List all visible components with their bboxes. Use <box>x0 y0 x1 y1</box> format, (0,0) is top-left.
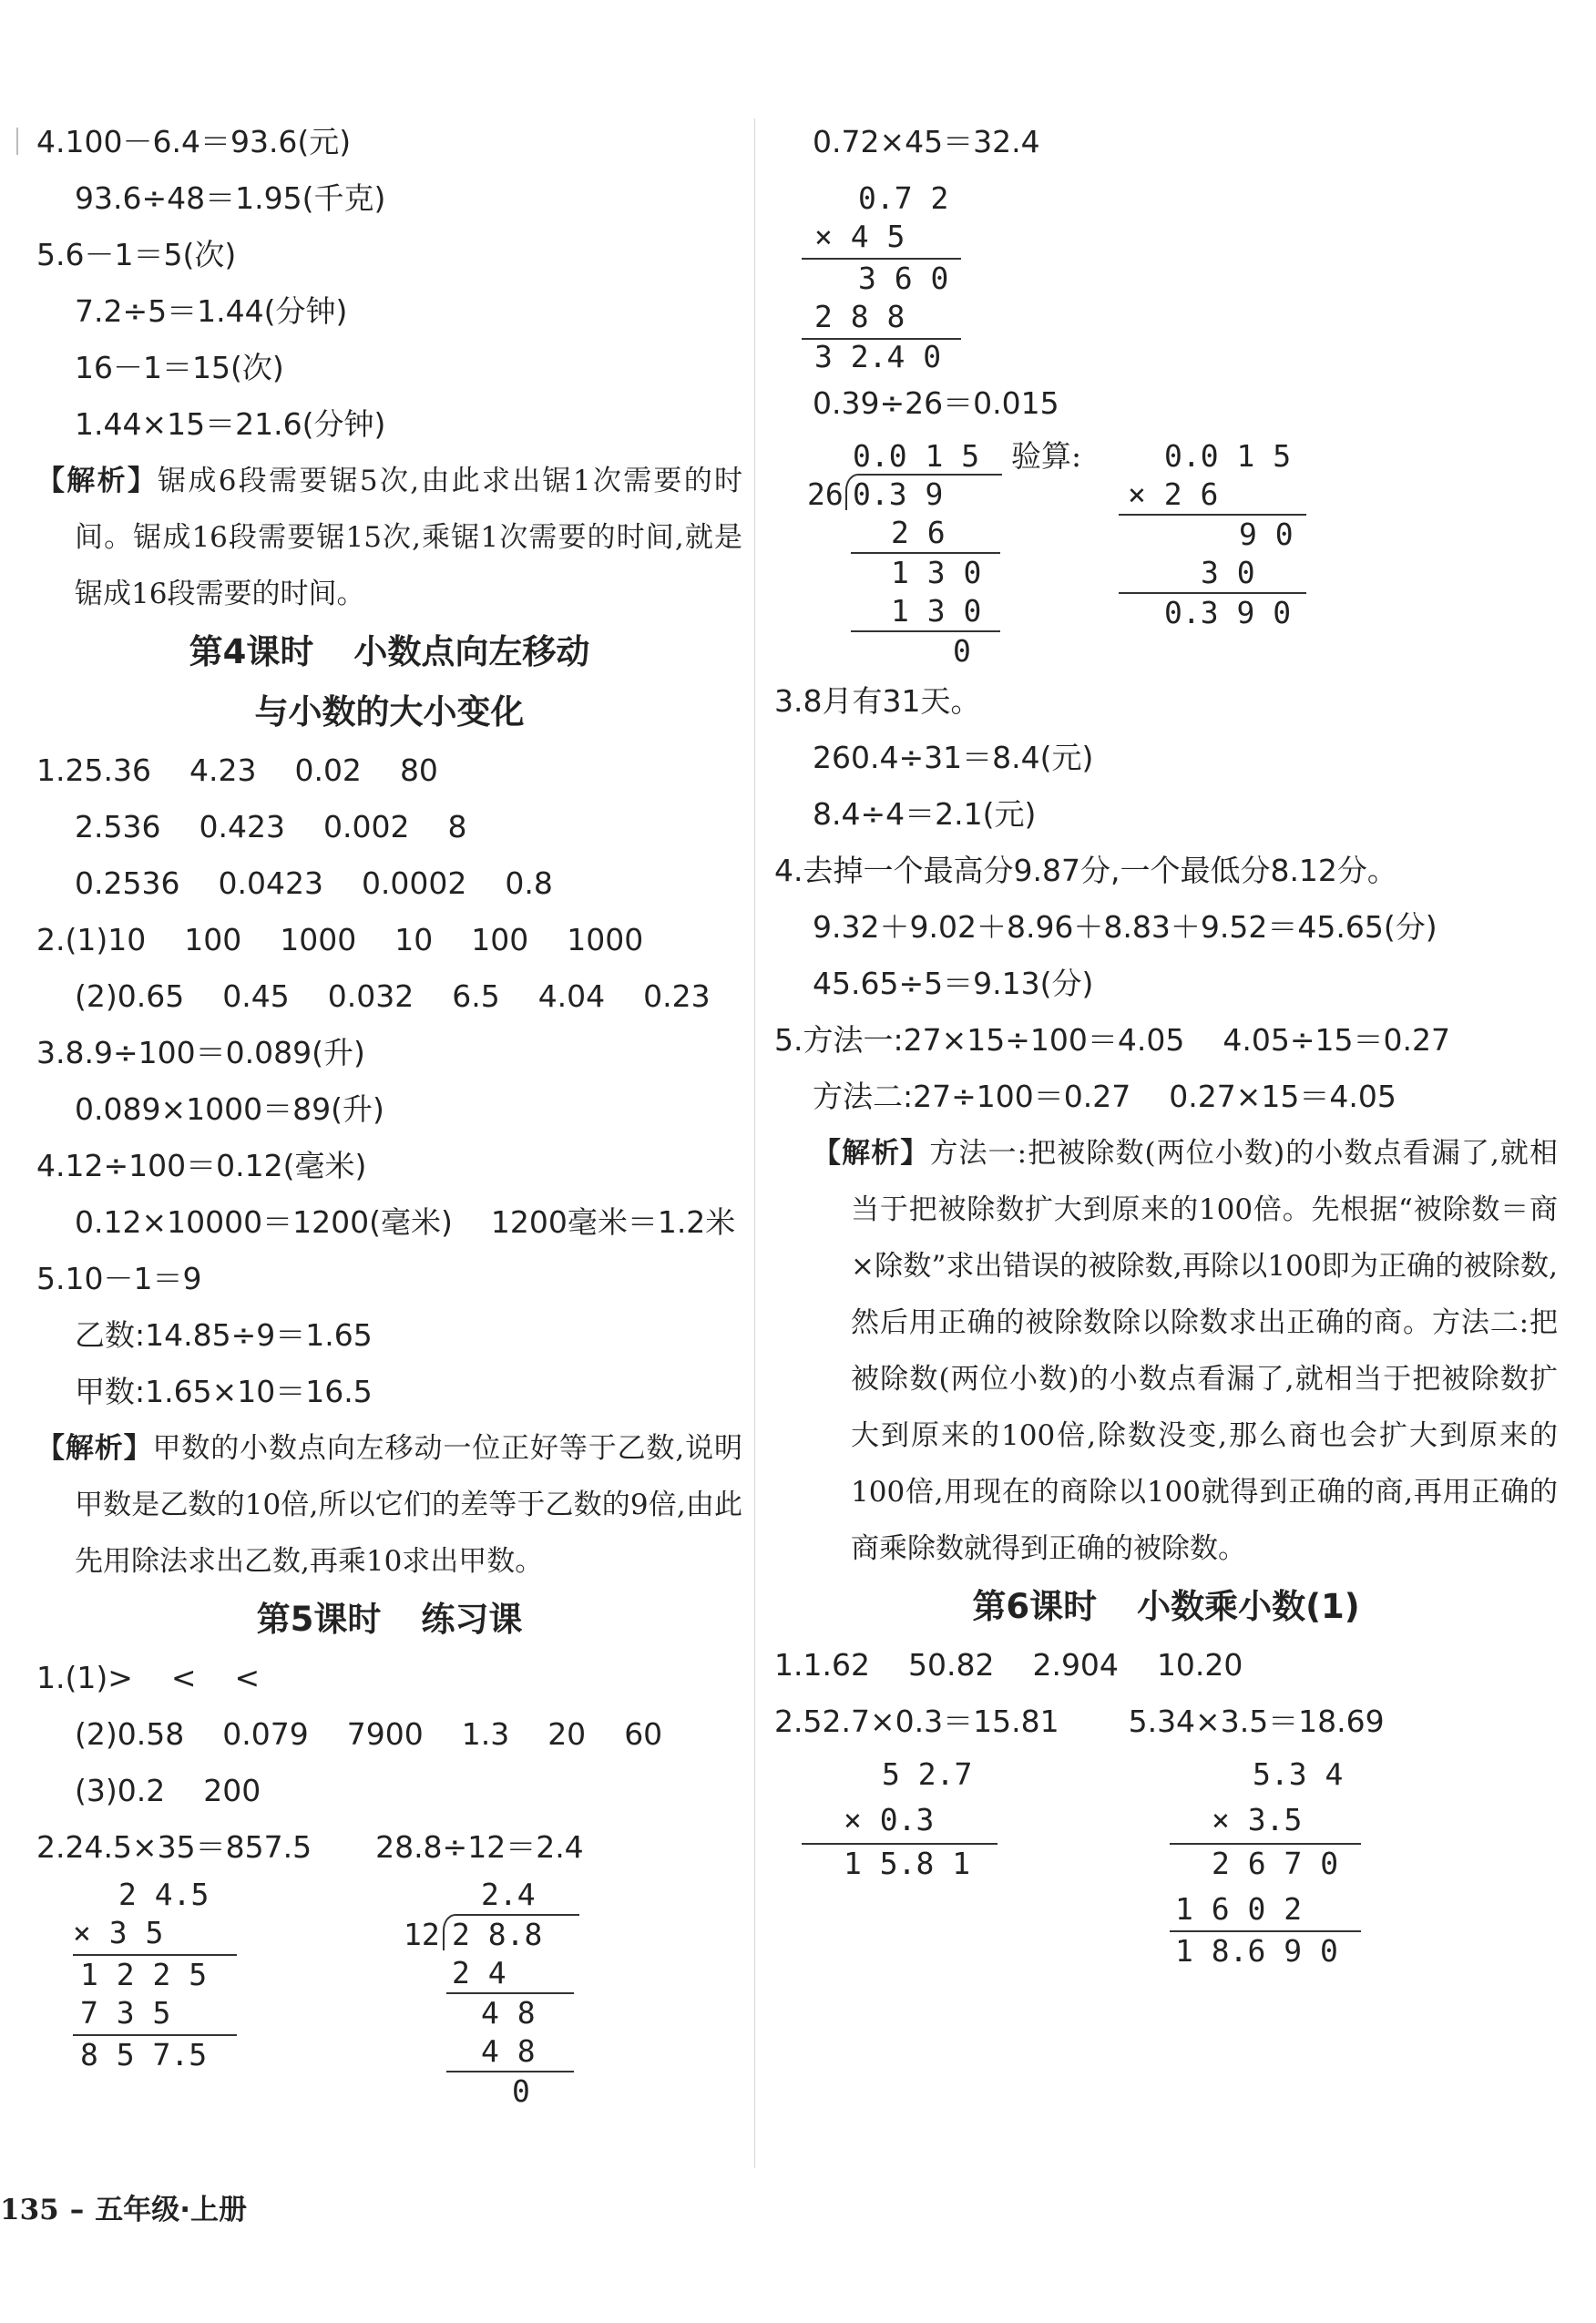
lesson-title <box>36 622 742 682</box>
lesson-title <box>36 1590 742 1650</box>
check-label: 验算: <box>1011 438 1082 474</box>
long-division-with-check: 0.0 1 5 26 0.3 9 2 6 1 3 0 1 3 0 0 验算: 0.0 1 5 × 2 6 9 0 3 0 0.3 9 0 <box>774 432 1558 673</box>
lesson-number: 第4课时 <box>189 632 314 671</box>
answer-line: 9.32＋9.02＋8.96＋8.83＋9.52＝45.65(分) <box>813 909 1437 945</box>
answer-line: 45.65÷5＝9.13(分) <box>813 966 1094 1001</box>
analysis-text: 方法一:把被除数(两位小数)的小数点看漏了,就相当于把被除数扩大到原来的100倍。先根据“被除数＝商×除数”求出错误的被除数,再除以100即为正确的被除数,然后用正确的被除数除以除数求出正确的商。方法二:把被除数(两位小数)的小数点看漏了,就相当于把被除数扩大到原来的100倍,除数没变,那么商也会扩大到原来的100倍,用现在的商除以100就得到正确的商,再用正确的商乘除数就得到正确的被除数。 <box>851 1137 1558 1565</box>
analysis-text: 甲数的小数点向左移动一位正好等于乙数,说明甲数是乙数的10倍,所以它们的差等于乙数的9倍,由此先用除法求出乙数,再乘10求出甲数。 <box>75 1432 743 1578</box>
answer-line: 2.24.5×35＝857.5 28.8÷12＝2.4 <box>36 1829 584 1865</box>
vertical-calculations: 2 4.5 × 3 5 1 2 2 5 7 3 5 8 5 7.5 2.4 12 2 8.8 2 4 4 8 4 8 0 <box>36 1876 742 2103</box>
answer-line: 5.10－1＝9 <box>36 1261 202 1296</box>
answer-line: 3.8.9÷100＝0.089(升) <box>36 1035 365 1070</box>
analysis-tag: 【解析】 <box>813 1137 930 1170</box>
lesson-name: 小数乘小数(1) <box>1137 1587 1360 1626</box>
grade-label: 五年级·上册 <box>95 2194 247 2226</box>
lesson-number: 第5课时 <box>256 1600 382 1639</box>
analysis-text: 锯成6段需要锯5次,由此求出锯1次需要的时间。锯成16段需要锯15次,乘锯1次需要的时间,就是锯成16段需要的时间。 <box>75 465 743 610</box>
answer-line: 1.44×15＝21.6(分钟) <box>75 406 386 442</box>
lesson-number: 第6课时 <box>972 1587 1098 1626</box>
answer-line: 0.72×45＝32.4 <box>813 124 1040 159</box>
right-column <box>774 114 1558 1969</box>
answer-row: 1.(1)> < < <box>36 1660 261 1695</box>
answer-line: 4.100－6.4＝93.6(元) <box>36 124 352 159</box>
answer-row: 方法二:27÷100＝0.27 0.27×15＝4.05 <box>813 1079 1396 1114</box>
answer-line: 2.52.7×0.3＝15.81 5.34×3.5＝18.69 <box>774 1704 1385 1739</box>
analysis-tag: 【解析】 <box>36 1432 153 1465</box>
page-footer <box>0 2186 247 2227</box>
answer-line: 甲数:1.65×10＝16.5 <box>75 1374 373 1409</box>
footer-dash: – <box>69 2194 85 2226</box>
lesson-name: 小数点向左移动 <box>353 632 590 671</box>
answer-row: 0.12×10000＝1200(毫米) 1200毫米＝1.2米 <box>75 1204 736 1240</box>
lesson-name: 练习课 <box>421 1600 523 1639</box>
answer-line: 8.4÷4＝2.1(元) <box>813 796 1037 832</box>
vertical-calculations: 5 2.7 × 0.3 1 5.8 1 5.3 4 × 3.5 2 6 7 0 1 6 0 2 1 8.6 9 0 <box>774 1750 1558 1969</box>
analysis-note <box>36 453 742 622</box>
answer-row: 5.方法一:27×15÷100＝4.05 4.05÷15＝0.27 <box>774 1022 1450 1058</box>
page-number: 135 <box>0 2194 59 2226</box>
answer-line: 16－1＝15(次) <box>75 350 284 385</box>
answer-row: (3)0.2 200 <box>75 1773 261 1808</box>
answer-line: 5.6－1＝5(次) <box>36 237 237 272</box>
answer-row: (2)0.65 0.45 0.032 6.5 4.04 0.23 <box>75 978 711 1014</box>
answer-line: 0.089×1000＝89(升) <box>75 1091 384 1127</box>
analysis-note <box>36 1420 742 1590</box>
answer-line: 乙数:14.85÷9＝1.65 <box>75 1317 373 1353</box>
answer-row: 2.(1)10 100 1000 10 100 1000 <box>36 922 644 957</box>
answer-row: 0.2536 0.0423 0.0002 0.8 <box>75 865 553 901</box>
answer-row: 1.25.36 4.23 0.02 80 <box>36 752 438 788</box>
answer-line: 0.39÷26＝0.015 <box>813 385 1059 421</box>
vertical-multiplication: 0.7 2 × 4 5 3 6 0 2 8 8 3 2.4 0 <box>774 170 1558 375</box>
answer-row: 2.536 0.423 0.002 8 <box>75 809 467 844</box>
answer-row: (2)0.58 0.079 7900 1.3 20 60 <box>75 1716 663 1752</box>
answer-line: 3.8月有31天。 <box>774 683 981 719</box>
lesson-title-line2: 与小数的大小变化 <box>254 692 525 732</box>
answer-line: 93.6÷48＝1.95(千克) <box>75 180 386 216</box>
left-column <box>36 114 743 2109</box>
answer-row: 1.1.62 50.82 2.904 10.20 <box>774 1647 1243 1683</box>
answer-line: 260.4÷31＝8.4(元) <box>813 740 1094 775</box>
column-divider <box>754 118 755 2168</box>
answer-line: 4.12÷100＝0.12(毫米) <box>36 1148 367 1183</box>
lesson-title <box>774 1577 1558 1637</box>
analysis-note <box>813 1125 1558 1577</box>
answer-line: 7.2÷5＝1.44(分钟) <box>75 293 348 329</box>
answer-line: 4.去掉一个最高分9.87分,一个最低分8.12分。 <box>774 853 1397 888</box>
analysis-tag: 【解析】 <box>36 465 159 497</box>
page-edge-mark <box>16 128 18 155</box>
